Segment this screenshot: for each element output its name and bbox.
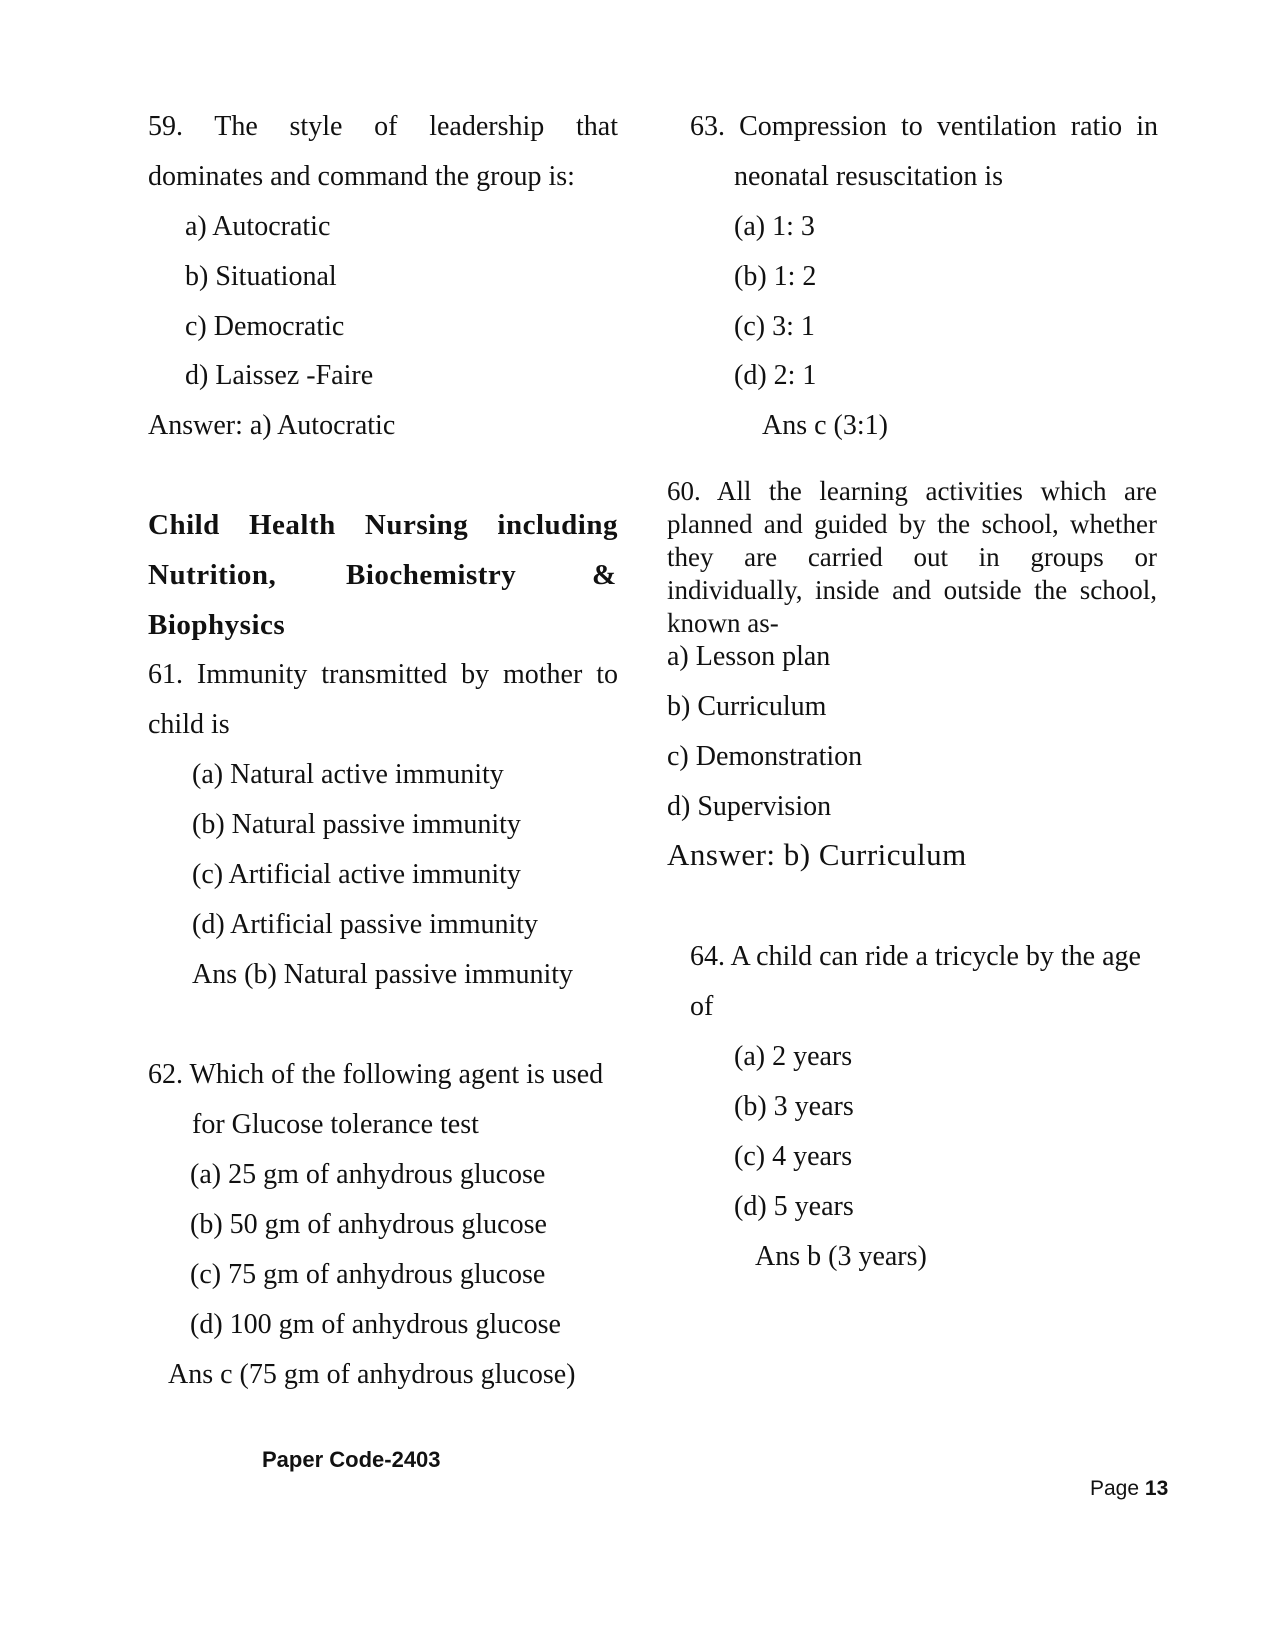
- q62-option-b: (b) 50 gm of anhydrous glucose: [190, 1209, 547, 1240]
- q64-option-a: (a) 2 years: [734, 1041, 853, 1072]
- q64-option-c: (c) 4 years: [734, 1141, 853, 1172]
- q63-option-d: (d) 2: 1: [734, 360, 817, 391]
- section-heading-line-3: Biophysics: [148, 609, 286, 641]
- page-number: [1090, 1477, 1168, 1501]
- q64-answer: Ans b (3 years): [755, 1241, 927, 1272]
- q59-option-a: a) Autocratic: [185, 211, 331, 242]
- q61-option-b: (b) Natural passive immunity: [192, 809, 521, 840]
- q59-option-c: c) Democratic: [185, 311, 345, 342]
- q62-line-2: for Glucose tolerance test: [192, 1109, 479, 1140]
- q61-answer: Ans (b) Natural passive immunity: [192, 959, 574, 990]
- q60-line-2: planned and guided by the school, whether: [667, 509, 1157, 539]
- q64-line-1: 64. A child can ride a tricycle by the age: [690, 941, 1141, 972]
- q61-option-a: (a) Natural active immunity: [192, 759, 504, 790]
- section-heading-biochemistry: Biochemistry: [346, 559, 517, 591]
- q60-line-4: individually, inside and outside the school,: [667, 575, 1157, 605]
- q59-option-b: b) Situational: [185, 261, 337, 292]
- section-heading-line-1: Child Health Nursing including: [148, 509, 618, 541]
- q62-line-1: 62. Which of the following agent is used: [148, 1059, 604, 1090]
- section-heading-nutrition: Nutrition,: [148, 559, 277, 591]
- q64-option-d: (d) 5 years: [734, 1191, 854, 1222]
- q63-option-b: (b) 1: 2: [734, 261, 817, 292]
- q62-option-d: (d) 100 gm of anhydrous glucose: [190, 1309, 561, 1340]
- q64-option-b: (b) 3 years: [734, 1091, 854, 1122]
- q63-option-c: (c) 3: 1: [734, 311, 815, 342]
- q59-line-1: 59. The style of leadership that: [148, 111, 618, 142]
- q63-option-a: (a) 1: 3: [734, 211, 815, 242]
- q62-answer: Ans c (75 gm of anhydrous glucose): [168, 1359, 576, 1390]
- q62-option-c: (c) 75 gm of anhydrous glucose: [190, 1259, 546, 1290]
- q63-line-1: 63. Compression to ventilation ratio in: [690, 111, 1158, 142]
- q60-line-3: they are carried out in groups or: [667, 542, 1157, 572]
- q61-line-2: child is: [148, 709, 230, 740]
- q61-option-c: (c) Artificial active immunity: [192, 859, 521, 890]
- q60-option-a: a) Lesson plan: [667, 641, 831, 672]
- q61-option-d: (d) Artificial passive immunity: [192, 909, 539, 940]
- section-heading-ampersand: &: [592, 559, 617, 591]
- q62-option-a: (a) 25 gm of anhydrous glucose: [190, 1159, 546, 1190]
- page-label: Page: [1090, 1477, 1140, 1500]
- q61-line-1: 61. Immunity transmitted by mother to: [148, 659, 618, 690]
- q63-line-2: neonatal resuscitation is: [734, 161, 1004, 192]
- q60-line-5: known as-: [667, 608, 779, 638]
- q59-option-d: d) Laissez -Faire: [185, 360, 374, 391]
- q63-answer: Ans c (3:1): [762, 410, 888, 441]
- page-number-value: 13: [1144, 1477, 1169, 1500]
- q60-option-d: d) Supervision: [667, 791, 832, 822]
- paper-code: Paper Code-2403: [262, 1447, 441, 1472]
- q59-line-2: dominates and command the group is:: [148, 161, 575, 192]
- q64-line-2: of: [690, 991, 714, 1022]
- q60-option-b: b) Curriculum: [667, 691, 827, 722]
- q60-line-1: 60. All the learning activities which are: [667, 476, 1157, 506]
- q60-answer: Answer: b) Curriculum: [667, 837, 967, 872]
- q60-option-c: c) Demonstration: [667, 741, 863, 772]
- q59-answer: Answer: a) Autocratic: [148, 410, 396, 441]
